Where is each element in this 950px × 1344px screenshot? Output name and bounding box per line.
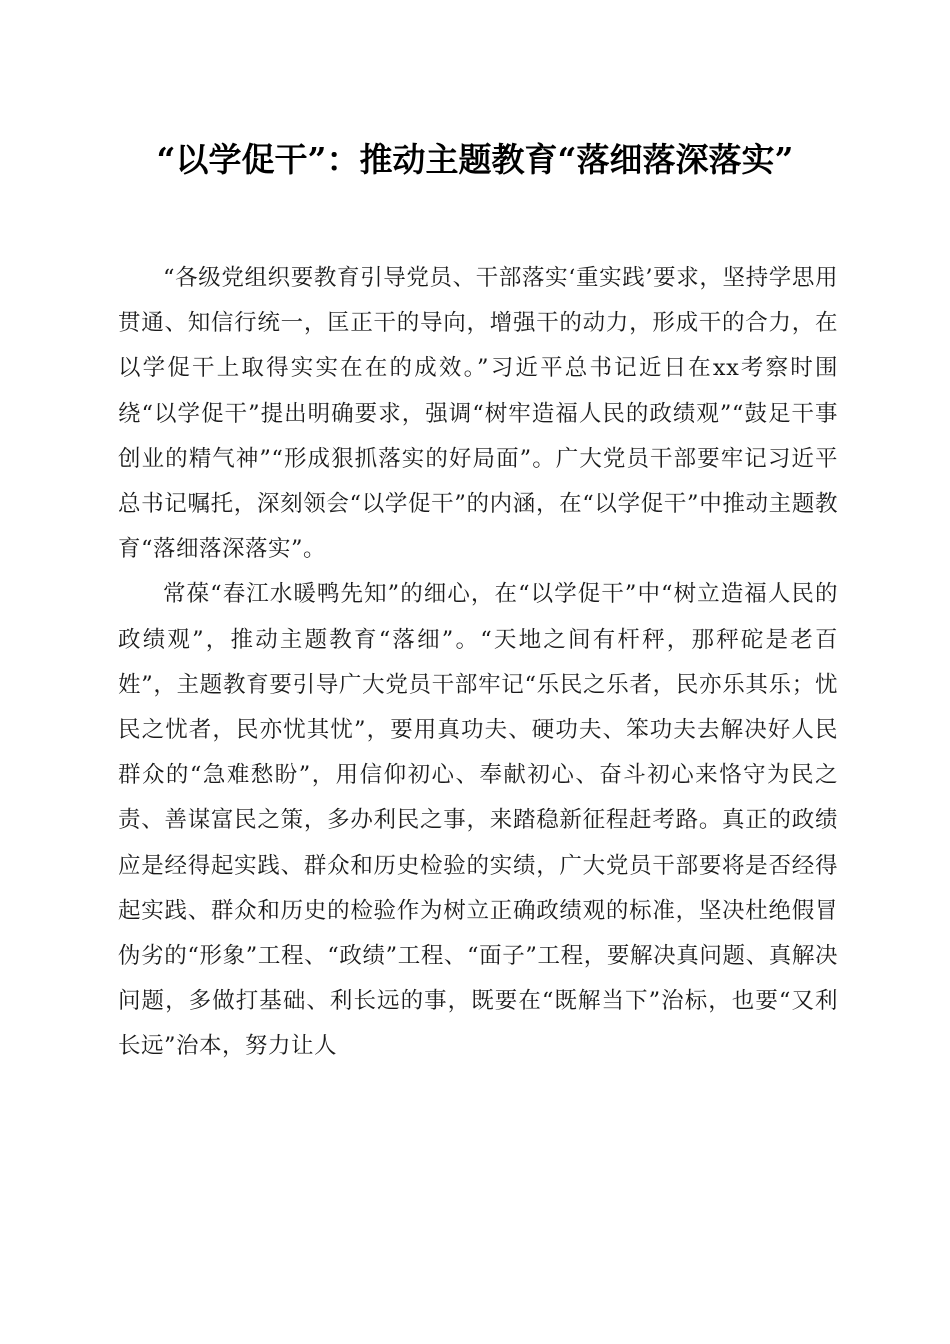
document-title: “以学促干”：推动主题教育“落细落深落实” (156, 140, 794, 179)
paragraph-2: 常葆“春江水暖鸭先知”的细心，在“以学促干”中“树立造福人民的政绩观”，推动主题教育“落细”。“天地之间有杆秤，那秤砣是老百姓”，主题教育要引导广大党员干部牢记“乐民之乐者，民亦乐其乐；忧民之忧者，民亦忧其忧”，要用真功夫、硬功夫、笨功夫去解决好人民群众的“急难愁盼”，用信仰初心、奉献初心、奋斗初心来恪守为民之责、善谋富民之策，多办利民之事，来踏稳新征程赶考路。真正的政绩应是经得起实践、群众和历史检验的实绩，广大党员干部要将是否经得起实践、群众和历史的检验作为树立正确政绩观的标准，坚决杜绝假冒伪劣的“形象”工程、“政绩”工程、“面子”工程，要解决真问题、真解决问题，多做打基础、利长远的事，既要在“既解当下”治标，也要“又利长远”治本，努力让人 (118, 581, 838, 1060)
document-body (118, 256, 838, 1070)
paragraph-1: “各级党组织要教育引导党员、干部落实‘重实践’要求，坚持学思用贯通、知信行统一，匡正干的导向，增强干的动力，形成干的合力，在以学促干上取得实实在在的成效。”习近平总书记近日在xx考察时围绕“以学促干”提出明确要求，强调“树牢造福人民的政绩观”“鼓足干事创业的精气神”“形成狠抓落实的好局面”。广大党员干部要牢记习近平总书记嘱托，深刻领会“以学促干”的内涵，在“以学促干”中推动主题教育“落细落深落实”。 (118, 265, 838, 563)
